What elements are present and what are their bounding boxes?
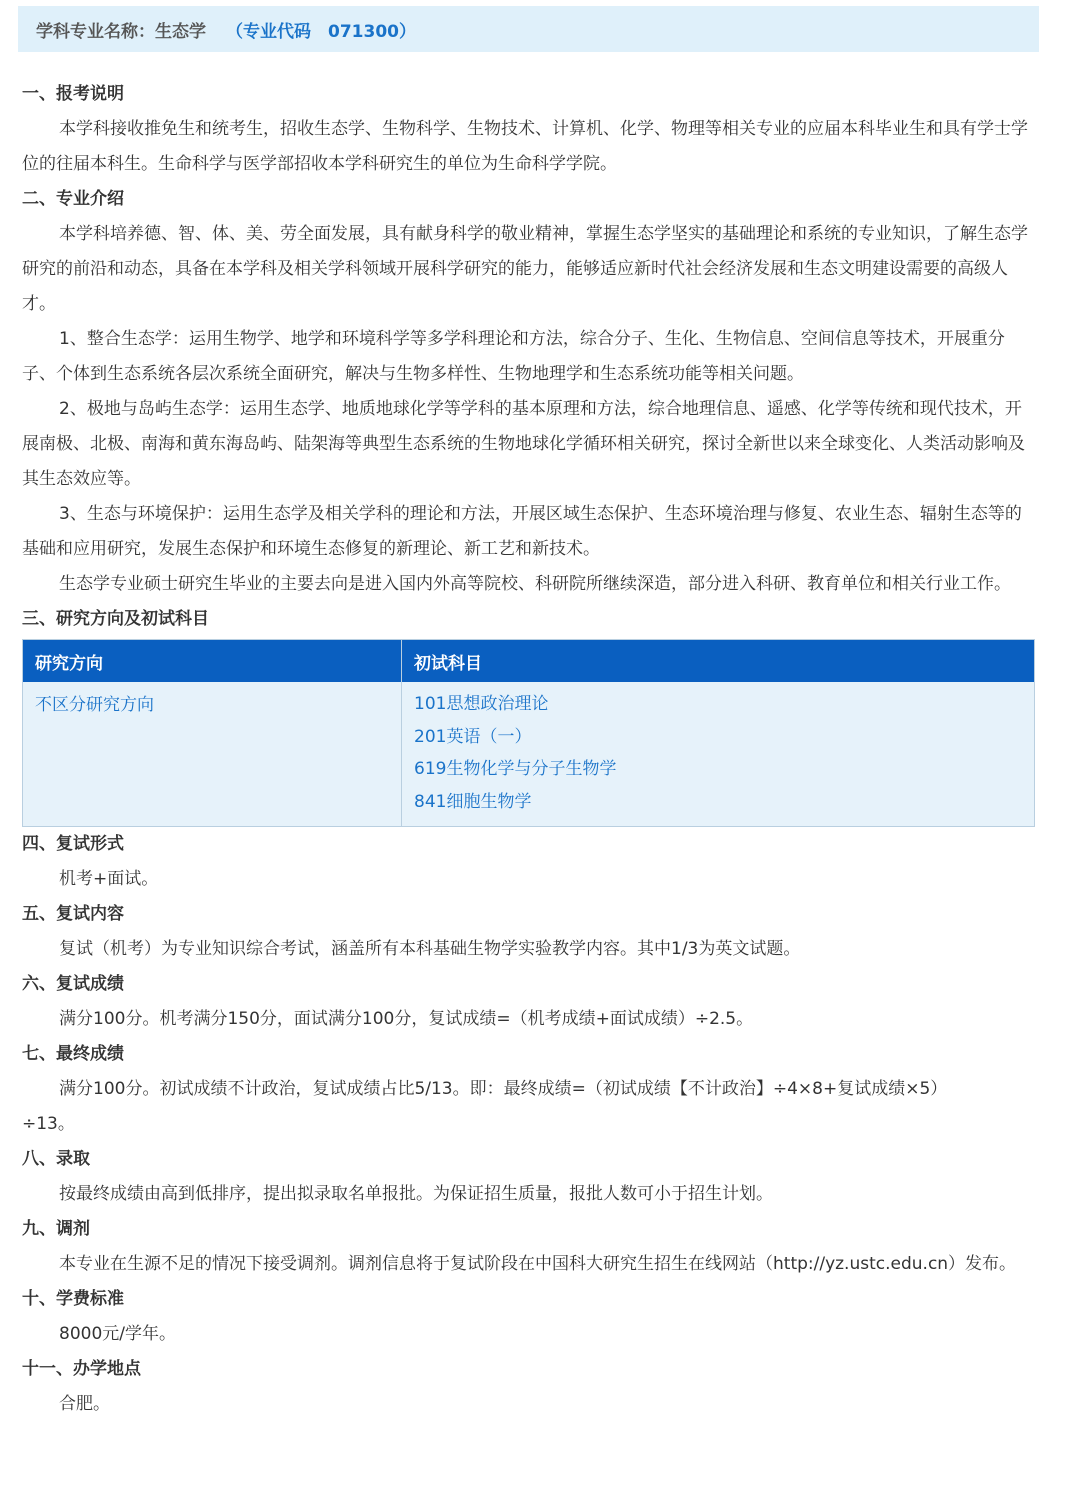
adjustment-text: 本专业在生源不足的情况下接受调剂。调剂信息将于复试阶段在中国科大研究生招生在线网站（http://yz.ustc.edu.cn）发布。 bbox=[59, 1254, 1017, 1274]
section-heading-location: 十一、办学地点 bbox=[22, 1359, 141, 1379]
subject-cell-biology: 841细胞生物学 bbox=[414, 791, 532, 812]
section-heading-retest-format: 四、复试形式 bbox=[22, 834, 124, 854]
subject-biochemistry: 619生物化学与分子生物学 bbox=[414, 759, 617, 779]
introduction-paragraph: 本学科培养德、智、体、美、劳全面发展，具有献身科学的敬业精神，掌握生态学坚实的基础理论和系统的专业知识，了解生态学研究的前沿和动态，具备在本学科及相关学科领域开展科学研究的能力，能够适应新时代社会经济发展和生态文明建设需要的高级人才。 bbox=[22, 224, 1028, 314]
header-exam-subjects: 初试科目 bbox=[414, 653, 482, 674]
application-paragraph: 本学科接收推免生和统考生，招收生态学、生物科学、生物技术、计算机、化学、物理等相关专业的应届本科毕业生和具有学士学位的往届本科生。生命科学与医学部招收本学科研究生的单位为生命科学学院。 bbox=[22, 119, 1028, 174]
graduate-destination-paragraph: 生态学专业硕士研究生毕业的主要去向是进入国内外高等院校、科研院所继续深造，部分进入科研、教育单位和相关行业工作。 bbox=[59, 574, 1011, 594]
section-heading-admission: 八、录取 bbox=[22, 1149, 90, 1169]
section-heading-retest-content: 五、复试内容 bbox=[22, 904, 124, 924]
direction-environmental-protection: 3、生态与环境保护：运用生态学及相关学科的理论和方法，开展区域生态保护、生态环境治理与修复、农业生态、辐射生态等的基础和应用研究，发展生态保护和环境生态修复的新理论、新工艺和新技术。 bbox=[22, 504, 1022, 559]
cell-research-direction: 不区分研究方向 bbox=[23, 682, 402, 826]
retest-format-text: 机考+面试。 bbox=[59, 869, 159, 889]
tuition-text: 8000元/学年。 bbox=[59, 1324, 176, 1344]
section-heading-application: 一、报考说明 bbox=[22, 84, 124, 104]
subject-english: 201英语（一） bbox=[414, 726, 532, 747]
table-header bbox=[23, 640, 1034, 682]
header-research-direction: 研究方向 bbox=[23, 640, 402, 682]
major-code: （专业代码 071300） bbox=[226, 21, 416, 42]
retest-score-text: 满分100分。机考满分150分，面试满分100分，复试成绩=（机考成绩+面试成绩）÷2.5。 bbox=[59, 1009, 754, 1029]
section-heading-final-score: 七、最终成绩 bbox=[22, 1044, 124, 1064]
retest-content-text: 复试（机考）为专业知识综合考试，涵盖所有本科基础生物学实验教学内容。其中1/3为英文试题。 bbox=[59, 939, 801, 959]
final-score-text: 满分100分。初试成绩不计政治，复试成绩占比5/13。即：最终成绩=（初试成绩【不计政治】÷4×8+复试成绩×5）÷13。 bbox=[22, 1079, 948, 1134]
section-heading-adjustment: 九、调剂 bbox=[22, 1219, 90, 1239]
section-heading-introduction: 二、专业介绍 bbox=[22, 189, 124, 209]
page-title: 学科专业名称：生态学 bbox=[36, 21, 206, 42]
subjects-table bbox=[22, 639, 1035, 827]
section-heading-tuition: 十、学费标准 bbox=[22, 1289, 124, 1309]
section-heading-retest-score: 六、复试成绩 bbox=[22, 974, 124, 994]
table-row bbox=[23, 682, 1034, 826]
direction-polar-island-ecology: 2、极地与岛屿生态学：运用生态学、地质地球化学等学科的基本原理和方法，综合地理信息、遥感、化学等传统和现代技术，开展南极、北极、南海和黄东海岛屿、陆架海等典型生态系统的生物地球化学循环相关研究，探讨全新世以来全球变化、人类活动影响及其生态效应等。 bbox=[22, 399, 1025, 489]
page-title-bar bbox=[18, 6, 1039, 52]
cell-exam-subjects bbox=[402, 682, 1034, 826]
subject-politics: 101思想政治理论 bbox=[414, 694, 549, 714]
document-body bbox=[22, 77, 1035, 1422]
direction-integrative-ecology: 1、整合生态学：运用生物学、地学和环境科学等多学科理论和方法，综合分子、生化、生物信息、空间信息等技术，开展重分子、个体到生态系统各层次系统全面研究，解决与生物多样性、生物地理学和生态系统功能等相关问题。 bbox=[22, 329, 1005, 384]
admission-text: 按最终成绩由高到低排序，提出拟录取名单报批。为保证招生质量，报批人数可小于招生计划。 bbox=[59, 1184, 773, 1204]
location-text: 合肥。 bbox=[59, 1394, 110, 1414]
section-heading-research-subjects: 三、研究方向及初试科目 bbox=[22, 609, 209, 629]
